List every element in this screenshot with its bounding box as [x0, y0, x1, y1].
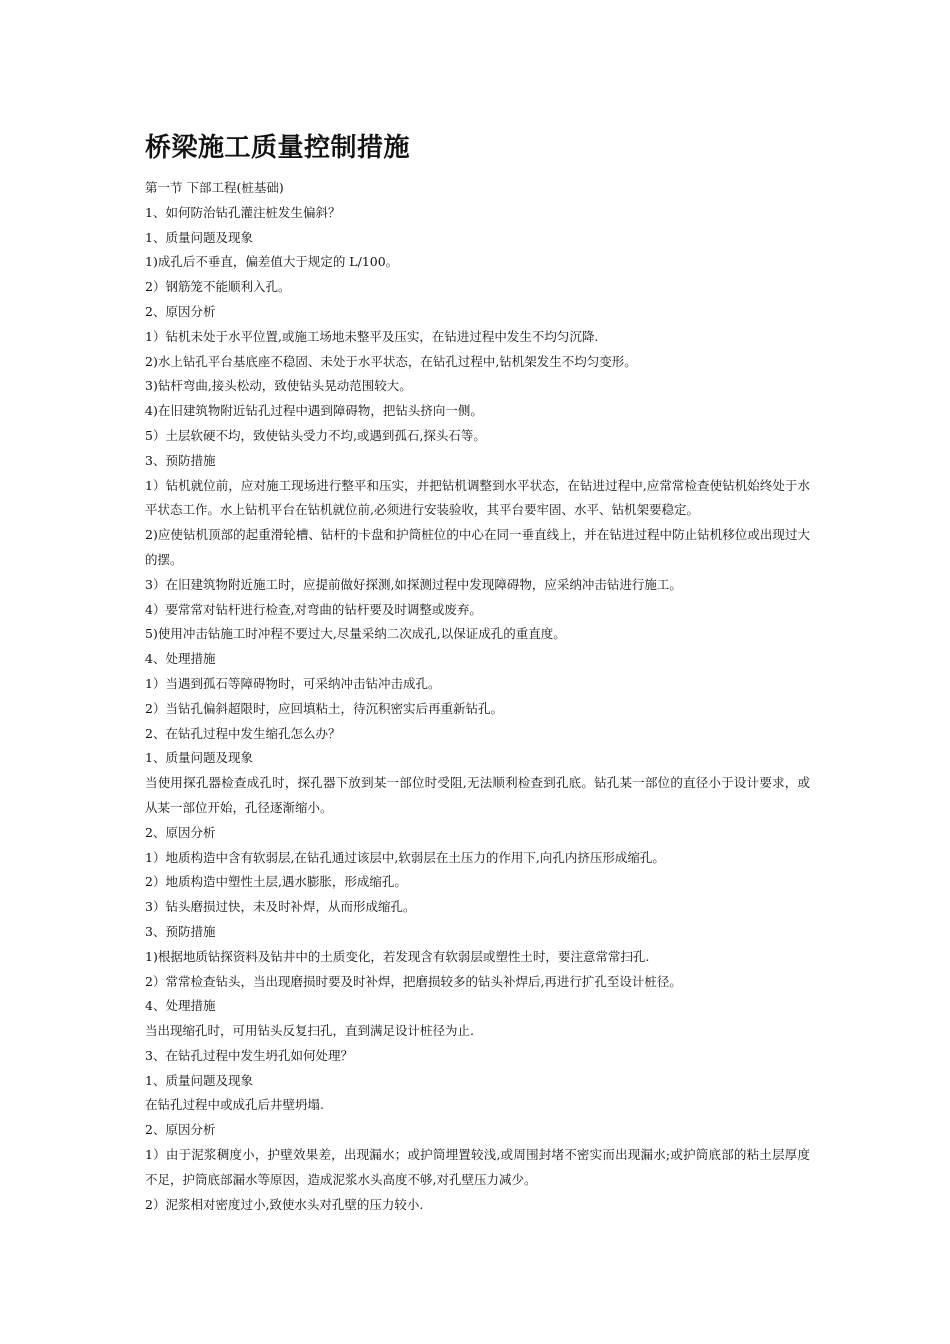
paragraph: 3、预防措施 [145, 923, 216, 939]
paragraph: 1）钻机未处于水平位置,或施工场地未整平及压实，在钻进过程中发生不均匀沉降. [145, 328, 599, 344]
paragraph: 2、原因分析 [145, 1122, 216, 1138]
paragraph: 3、预防措施 [145, 452, 216, 468]
document-page [145, 128, 810, 1217]
paragraph: 4、处理措施 [145, 651, 216, 667]
paragraph: 3）在旧建筑物附近施工时，应提前做好探测,如探测过程中发现障碍物，应采纳冲击钻进行施工。 [145, 576, 682, 592]
paragraph: 在钻孔过程中或成孔后井壁坍塌. [145, 1097, 324, 1113]
paragraph: 第一节 下部工程(桩基础) [145, 180, 284, 195]
paragraph: 2）当钻孔偏斜超限时，应回填粘土，待沉积密实后再重新钻孔。 [145, 700, 503, 716]
paragraph: 2）钢筋笼不能顺利入孔。 [145, 279, 291, 295]
paragraph: 3、在钻孔过程中发生坍孔如何处理？ [145, 1047, 353, 1063]
paragraph: 2)应使钻机顶部的起重滑轮槽、钻杆的卡盘和护筒桩位的中心在同一垂直线上，并在钻进过程中防止钻机移位或出现过大的摆。 [145, 527, 810, 567]
paragraph: 当出现缩孔时，可用钻头反复扫孔，直到满足设计桩径为止. [145, 1023, 474, 1039]
paragraph: 1、质量问题及现象 [145, 750, 253, 766]
paragraph: 1、如何防治钻孔灌注桩发生偏斜？ [145, 204, 341, 220]
paragraph: 5)使用冲击钻施工时冲程不要过大,尽量采纳二次成孔,以保证成孔的重直度。 [145, 626, 566, 642]
paragraph: 1、质量问题及现象 [145, 229, 253, 245]
paragraph: 2）地质构造中塑性土层,遇水膨胀，形成缩孔。 [145, 874, 407, 890]
paragraph: 2、在钻孔过程中发生缩孔怎么办？ [145, 725, 341, 741]
document-title: 桥梁施工质量控制措施 [145, 133, 411, 163]
paragraph: 1)成孔后不垂直，偏差值大于规定的 L/100。 [145, 254, 399, 270]
paragraph: 1）由于泥浆稠度小，护壁效果差，出现漏水；或护筒埋置较浅,或周围封堵不密实而出现漏水;或护筒底部的粘土层厚度不足，护筒底部漏水等原因，造成泥浆水头高度不够,对孔壁压力减少。 [145, 1147, 810, 1187]
paragraph: 当使用探孔器检查成孔时，探孔器下放到某一部位时受阻,无法顺利检查到孔底。钻孔某一部位的直径小于设计要求，或从某一部位开始，孔径逐渐缩小。 [145, 775, 810, 815]
paragraph: 1)根据地质钻探资料及钻井中的土质变化，若发现含有软弱层或塑性土时，要注意常常扫孔. [145, 948, 650, 964]
paragraph: 1）地质构造中含有软弱层,在钻孔通过该层中,软弱层在土压力的作用下,向孔内挤压形成缩孔。 [145, 849, 665, 865]
paragraph: 2）泥浆相对密度过小,致使水头对孔壁的压力较小. [145, 1196, 424, 1212]
paragraph: 2）常常检查钻头，当出现磨损时要及时补焊，把磨损较多的钻头补焊后,再进行扩孔至设计桩径。 [145, 973, 682, 989]
paragraph: 4)在旧建筑物附近钻孔过程中遇到障碍物，把钻头挤向一侧。 [145, 403, 483, 419]
paragraph: 2)水上钻孔平台基底座不稳固、未处于水平状态，在钻孔过程中,钻机架发生不均匀变形。 [145, 353, 637, 369]
paragraph: 5）土层软硬不均，致使钻头受力不均,或遇到孤石,探头石等。 [145, 427, 486, 443]
paragraph: 1、质量问题及现象 [145, 1072, 253, 1088]
paragraph: 3)钻杆弯曲,接头松动，致使钻头晃动范围较大。 [145, 378, 412, 394]
paragraph: 2、原因分析 [145, 303, 216, 319]
paragraph: 2、原因分析 [145, 824, 216, 840]
paragraph: 1）当遇到孤石等障碍物时，可采纳冲击钻冲击成孔。 [145, 675, 441, 691]
paragraph: 3）钻头磨损过快，未及时补焊，从而形成缩孔。 [145, 899, 416, 915]
paragraph: 1）钻机就位前，应对施工现场进行整平和压实，并把钻机调整到水平状态，在钻进过程中,应常常检查使钻机始终处于水平状态工作。水上钻机平台在钻机就位前,必须进行安装验收，其平台要牢固、水平、钻机架要稳定。 [145, 477, 810, 518]
paragraph: 4）要常常对钻杆进行检查,对弯曲的钻杆要及时调整或废弃。 [145, 601, 482, 617]
document-body [145, 176, 810, 1217]
paragraph: 4、处理措施 [145, 998, 216, 1014]
